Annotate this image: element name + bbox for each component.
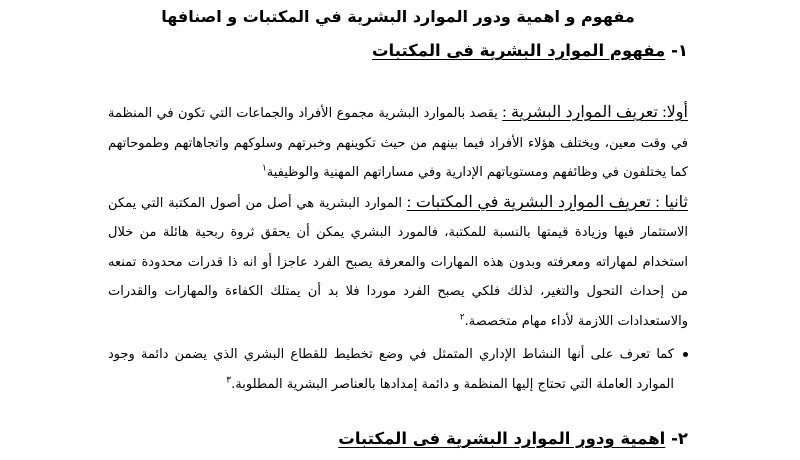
- section-2-heading: [338, 424, 688, 454]
- definition-paragraph-2: [108, 188, 688, 337]
- footnote-ref-1: ١: [261, 163, 267, 174]
- bullet-text: كما تعرف على أنها النشاط الإداري المتمثل في وضع تخطيط للقطاع البشري الذي يضمن دائمة وجود الموارد العاملة التي تحتاج إليها المنظمة و دائمة إمدادها بالعناصر البشرية المطلوبة.: [108, 347, 674, 392]
- definition-1-term: أولا: تعريف الموارد البشرية :: [502, 104, 688, 121]
- section-1-number: ١-: [671, 41, 688, 60]
- section-2-number: ٢-: [671, 429, 688, 448]
- definition-1-text: يقصد بالموارد البشرية مجموع الأفراد والجماعات التي تكون في المنظمة في وقت معين، ويختلف هؤلاء الأفراد فيما بينهم من حيث تكوينهم وخبرتهم وسلوكهم واتجاهاتهم وطموحاتهم كما يختلفون في وظائفهم ومستوياتهم الإدارية وفي مساراتهم المهنية والوظيفية: [108, 106, 688, 180]
- definition-paragraph-1: [108, 98, 688, 188]
- document-title: مفهوم و اهمية ودور الموارد البشرية في المكتبات و اصنافها: [161, 7, 635, 26]
- section-1-title: مفهوم الموارد البشرية فى المكتبات: [371, 41, 666, 60]
- bullet-paragraph: [108, 340, 688, 399]
- footnote-ref-2: ٢: [459, 312, 465, 323]
- definition-2-text: الموارد البشرية هي أصل من أصول المكتبة التي يمكن الاستثمار فيها وزيادة قيمتها بالنسبة للمكتبة، فالمورد البشري يمكن أن يحقق ثروة ربحية هائلة من خلال استخدام لمهاراته ومعرفته وبدون هذه المهارات والمعرفة يصبح الفرد عاجزا أو انه ذا قدرات محدودة تمنعه من إحداث التحول والتغير، لذلك فلكي يصبح الفرد موردا فلا بد أن يمتلك الكفاءة والمهارات والقدرات والاستعدادات اللازمة لأداء مهام متخصصة.: [108, 195, 688, 329]
- bullet-dot-icon: [683, 352, 688, 357]
- section-2-title: اهمية ودور الموارد البشرية فى المكتبات: [338, 429, 666, 448]
- section-1-heading: [108, 36, 688, 66]
- definition-2-term: ثانيا : تعريف الموارد البشرية في المكتبات :: [406, 193, 688, 211]
- footnote-ref-3: ٣: [226, 375, 232, 386]
